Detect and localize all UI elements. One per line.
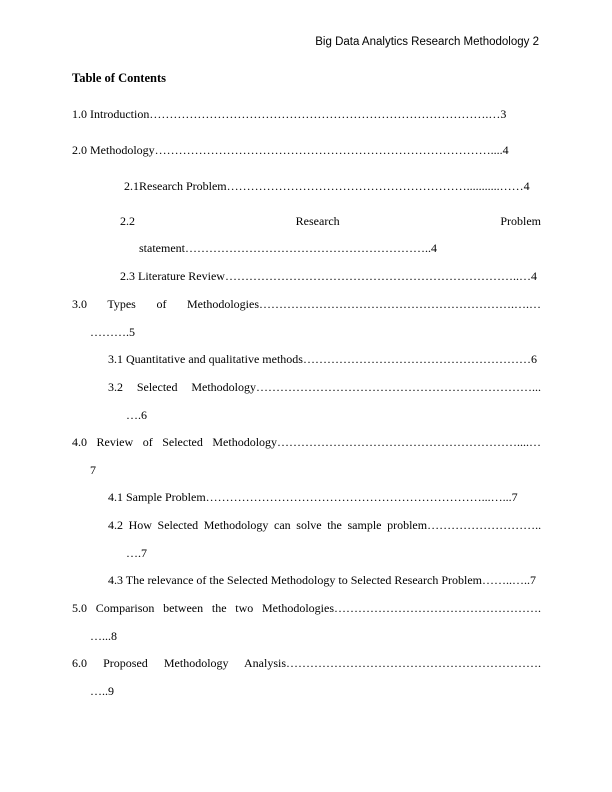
toc-entry-types-of-methodologies[interactable] [72,297,541,312]
toc-entry-review-selected-methodology[interactable] [72,435,541,450]
toc-word: of [156,297,167,311]
toc-entry-selected-methodology[interactable] [108,380,541,395]
toc-title: Table of Contents [72,71,166,85]
toc-entry-continuation: 7 [90,463,96,477]
toc-word: Problem [500,214,541,228]
toc-entry-continuation: ….7 [126,546,147,560]
toc-word: 5.0 Comparison [72,601,155,615]
running-head: Big Data Analytics Research Methodology 2 [315,36,539,48]
toc-entry-how-methodology-solves[interactable] [108,518,541,533]
toc-word: 4.2 How [108,518,152,532]
toc-entry-continuation: ……….5 [90,325,135,339]
toc-word: Selected [157,518,199,532]
toc-entry-methodology[interactable]: 2.0 Methodology…………………………………………………………………………....4 [72,143,509,157]
toc-entry-introduction[interactable]: 1.0 Introduction………………………………………………………………………….…3 [72,107,507,121]
toc-word: Methodology……………………………………………………………... [191,380,541,394]
toc-word: the [327,518,342,532]
toc-word: solve [296,518,322,532]
toc-entry-research-problem[interactable]: 2.1Research Problem……………………………………………………...........……4 [124,179,530,193]
toc-entry-continuation: statement……………………………………………………..4 [139,241,437,255]
toc-entry-sample-problem[interactable]: 4.1 Sample Problem……………………………………………………………...…...7 [108,490,518,504]
toc-entry-relevance[interactable]: 4.3 The relevance of the Selected Methodology to Selected Research Problem……..…..7 [108,573,536,587]
toc-word: 6.0 Proposed [72,656,148,670]
toc-entry-literature-review[interactable]: 2.3 Literature Review………………………………………………………………..…4 [120,269,537,283]
toc-word: 3.2 Selected [108,380,178,394]
toc-word: problem……………………….. [387,518,542,532]
toc-entry-continuation: …...8 [90,629,117,643]
toc-entry-continuation: ….6 [126,408,147,422]
toc-word: between [163,601,204,615]
toc-entry-continuation: …..9 [90,684,114,698]
toc-word: the [211,601,227,615]
toc-word: Analysis………………………………………………………. [244,656,542,670]
toc-word: sample [347,518,382,532]
toc-word: Methodologies……………………………………………. [262,601,541,615]
toc-word: two [235,601,254,615]
toc-entry-proposed-analysis[interactable] [72,656,541,671]
toc-word: can [274,518,291,532]
toc-word: Methodology [203,518,269,532]
toc-entry-quantitative-qualitative[interactable]: 3.1 Quantitative and qualitative methods…………………………………………………6 [108,352,537,366]
toc-entry-research-problem-statement[interactable] [120,214,541,229]
toc-word: 3.0 Types [72,297,136,311]
toc-word: Methodology……………………………………………………....… [212,435,542,449]
toc-word: 2.2 Research [120,214,340,228]
toc-word: Methodologies……………………………………………………….….… [187,297,542,311]
toc-entry-comparison[interactable] [72,601,541,616]
toc-word: Methodology [163,656,229,670]
toc-word: 4.0 Review [72,435,134,449]
toc-word: Selected [162,435,203,449]
toc-word: of [142,435,153,449]
